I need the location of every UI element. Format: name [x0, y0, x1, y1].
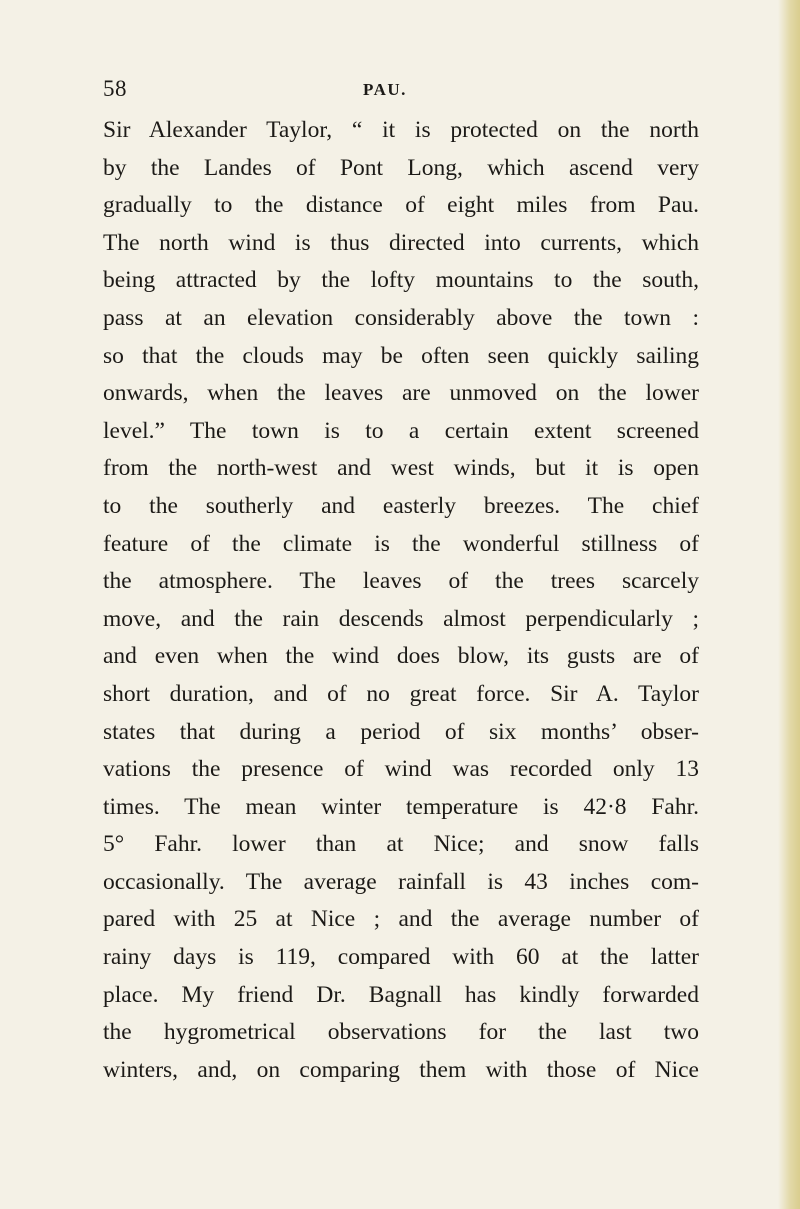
text-line: level.” The town is to a certain extent screened	[103, 417, 699, 444]
body-text	[103, 112, 699, 1089]
running-title: PAU.	[363, 80, 407, 99]
text-line: so that the clouds may be often seen quickly sailing	[103, 342, 699, 369]
text-line: occasionally. The average rainfall is 43 inches com-	[103, 868, 699, 895]
text-line: states that during a period of six months’ obser-	[103, 718, 699, 745]
text-line: and even when the wind does blow, its gusts are of	[103, 643, 699, 670]
text-line: place. My friend Dr. Bagnall has kindly forwarded	[103, 981, 699, 1008]
text-line: gradually to the distance of eight miles from Pau.	[103, 192, 699, 219]
page-edge-shadow	[778, 0, 800, 1209]
text-line: rainy days is 119, compared with 60 at the latter	[103, 944, 699, 971]
page-number: 58	[103, 76, 127, 101]
running-head	[103, 76, 697, 104]
text-line: feature of the climate is the wonderful stillness of	[103, 530, 699, 557]
text-line: short duration, and of no great force. Sir A. Taylor	[103, 680, 699, 707]
text-line: the atmosphere. The leaves of the trees scarcely	[103, 568, 699, 595]
text-line: onwards, when the leaves are unmoved on the lower	[103, 380, 699, 407]
text-line: Sir Alexander Taylor, “ it is protected on the north	[103, 117, 699, 143]
text-line: The north wind is thus directed into currents, which	[103, 229, 699, 256]
text-line: winters, and, on comparing them with those of Nice	[103, 1056, 699, 1083]
text-line: move, and the rain descends almost perpendicularly ;	[103, 605, 699, 632]
text-line: to the southerly and easterly breezes. The chief	[103, 492, 699, 519]
text-line: the hygrometrical observations for the last two	[103, 1019, 699, 1046]
text-line: pared with 25 at Nice ; and the average number of	[103, 906, 699, 933]
text-line: from the north-west and west winds, but it is open	[103, 455, 699, 482]
text-line: times. The mean winter temperature is 42·8 Fahr.	[103, 793, 699, 820]
text-line: 5° Fahr. lower than at Nice; and snow falls	[103, 831, 699, 858]
text-line: being attracted by the lofty mountains to the south,	[103, 267, 699, 294]
text-line: pass at an elevation considerably above the town :	[103, 304, 699, 331]
text-line: by the Landes of Pont Long, which ascend very	[103, 154, 699, 181]
text-line: vations the presence of wind was recorded only 13	[103, 756, 699, 783]
